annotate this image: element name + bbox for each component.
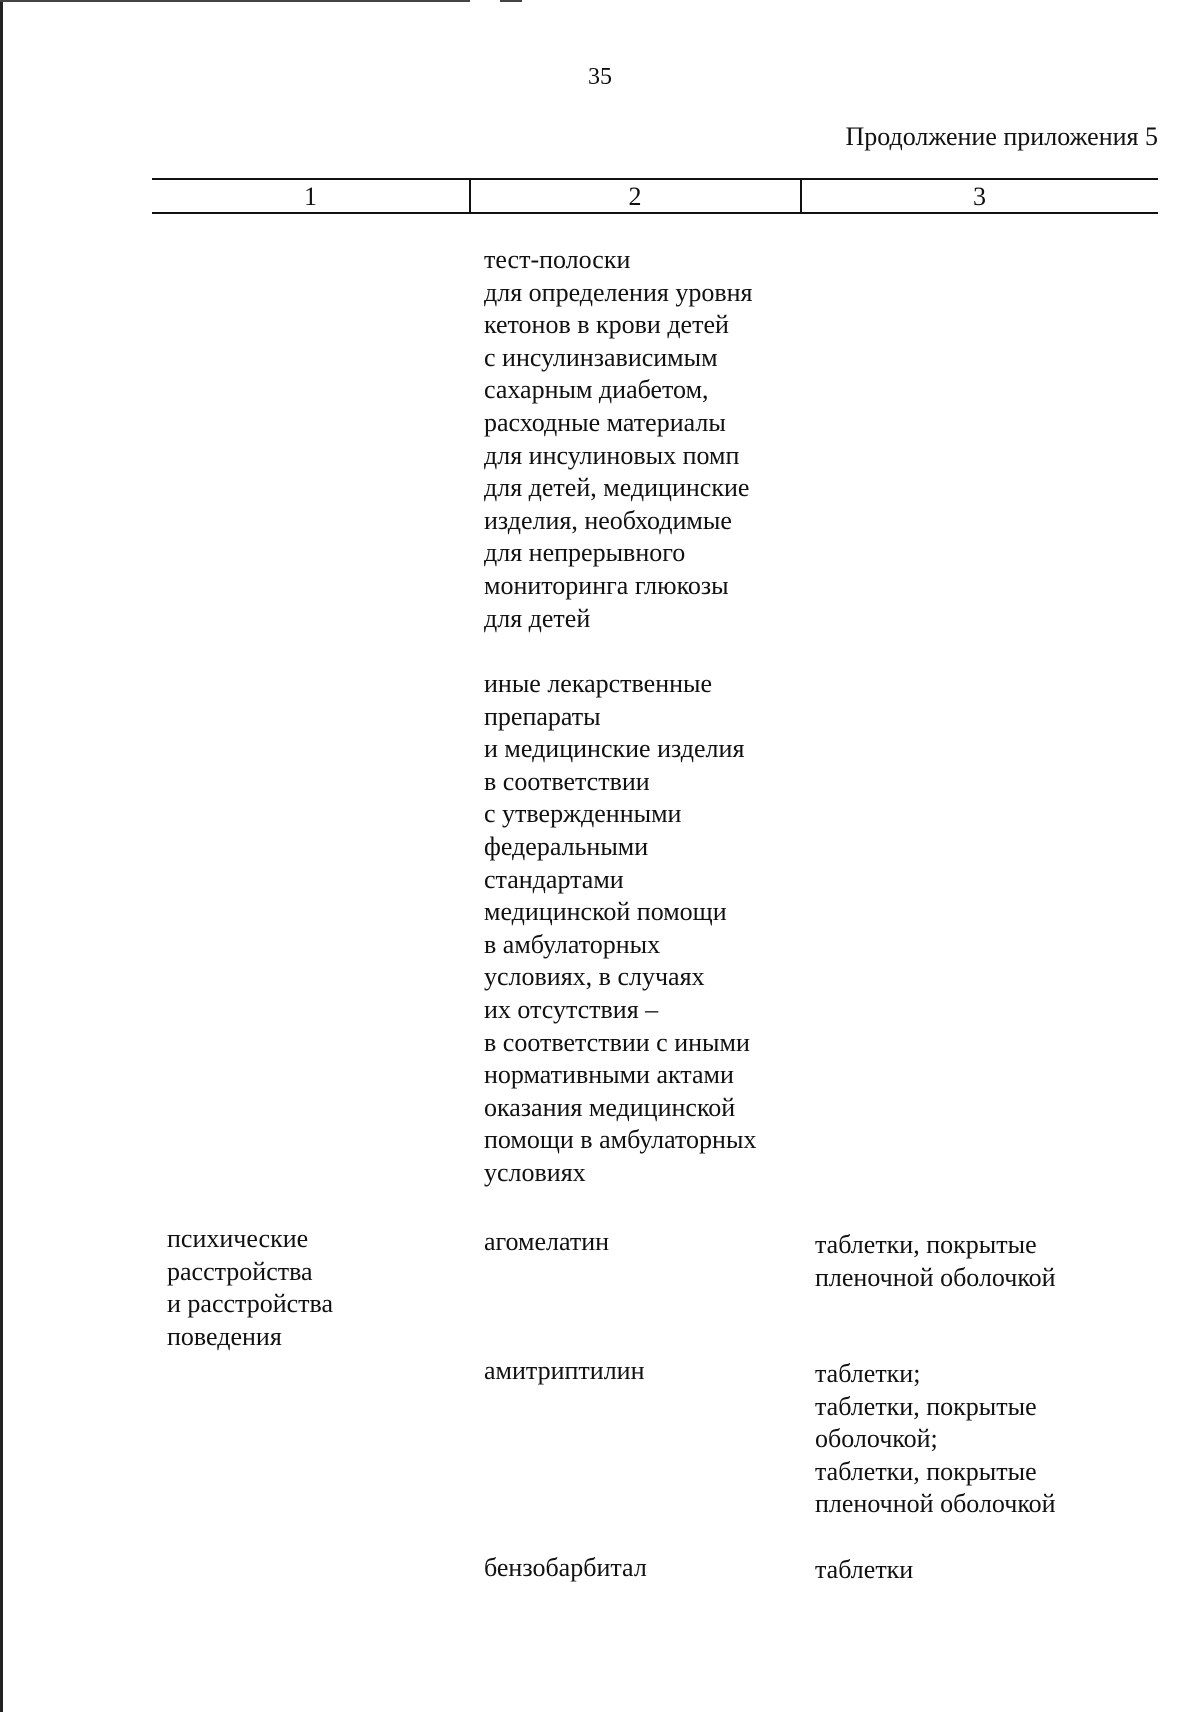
text-line: таблетки, покрытые: [815, 1230, 1037, 1259]
text-line: расходные материалы: [484, 407, 726, 437]
scan-edge-left: [0, 0, 3, 1712]
block1-col2: [484, 244, 753, 635]
page-number: 35: [588, 64, 612, 90]
text-line: федеральными: [484, 831, 649, 861]
text-line: условиях, в случаях: [484, 962, 705, 992]
text-line: и медицинские изделия: [484, 734, 745, 764]
text-line: расстройства: [167, 1256, 313, 1286]
column-number-3: 3: [973, 182, 986, 211]
text-line: оказания медицинской: [484, 1092, 736, 1122]
block2-col2: [484, 668, 756, 1190]
text-line: для детей: [484, 603, 591, 633]
text-line: бензобарбитал: [484, 1553, 647, 1582]
text-line: пленочной оболочкой: [815, 1262, 1056, 1292]
text-line: нормативными актами: [484, 1060, 734, 1090]
block3-col1: [167, 1223, 333, 1353]
text-line: таблетки: [815, 1555, 914, 1584]
text-line: агомелатин: [484, 1227, 610, 1256]
block4-col3: [815, 1358, 1056, 1521]
text-line: таблетки;: [815, 1359, 921, 1388]
block3-col2: [484, 1226, 609, 1259]
text-line: таблетки, покрытые: [815, 1456, 1037, 1486]
block3-col3: [815, 1229, 1056, 1294]
text-line: тест-полоски: [484, 245, 631, 274]
text-line: для инсулиновых помп: [484, 440, 740, 470]
text-line: мониторинга глюкозы: [484, 570, 729, 600]
text-line: препараты: [484, 701, 601, 731]
text-line: для детей, медицинские: [484, 473, 750, 503]
scan-edge-top-fragment: [500, 0, 522, 2]
block5-col2: [484, 1552, 647, 1585]
column-number-1: 1: [304, 182, 317, 211]
scan-edge-top: [0, 0, 470, 2]
text-line: с утвержденными: [484, 799, 682, 829]
text-line: помощи в амбулаторных: [484, 1125, 757, 1155]
text-line: таблетки, покрытые: [815, 1391, 1037, 1421]
block4-col2: [484, 1355, 645, 1388]
text-line: и расстройства: [167, 1289, 334, 1319]
text-line: в соответствии с иными: [484, 1027, 750, 1057]
text-line: кетонов в крови детей: [484, 310, 729, 340]
text-line: в соответствии: [484, 766, 650, 796]
text-line: иные лекарственные: [484, 669, 713, 698]
text-line: оболочкой;: [815, 1424, 938, 1454]
block5-col3: [815, 1554, 913, 1587]
text-line: их отсутствия –: [484, 994, 659, 1024]
text-line: для определения уровня: [484, 277, 753, 307]
text-line: сахарным диабетом,: [484, 375, 709, 405]
continuation-note: Продолжение приложения 5: [845, 122, 1158, 151]
text-line: с инсулинзависимым: [484, 342, 718, 372]
text-line: пленочной оболочкой: [815, 1489, 1056, 1519]
text-line: стандартами: [484, 864, 624, 894]
text-line: медицинской помощи: [484, 897, 727, 927]
text-line: изделия, необходимые: [484, 505, 732, 535]
text-line: поведения: [167, 1321, 282, 1351]
text-line: психические: [167, 1224, 309, 1253]
text-line: для непрерывного: [484, 538, 686, 568]
column-number-2: 2: [628, 182, 642, 211]
text-line: амитриптилин: [484, 1356, 645, 1385]
text-line: в амбулаторных: [484, 929, 661, 959]
text-line: условиях: [484, 1157, 586, 1187]
